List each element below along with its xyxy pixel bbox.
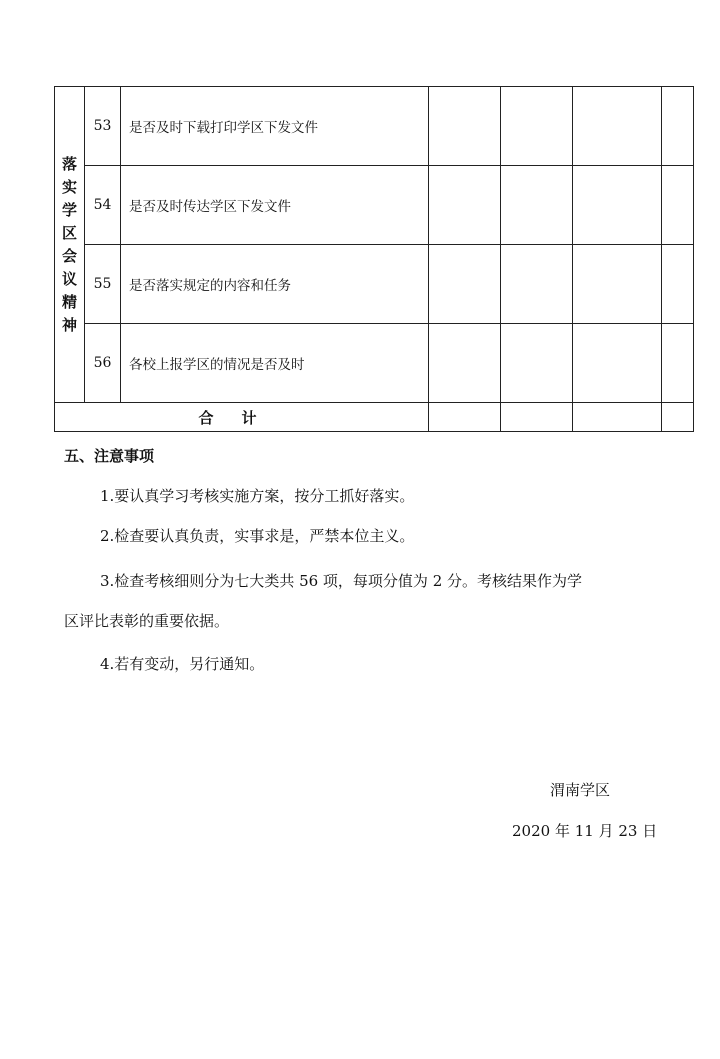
score-cell (429, 166, 501, 245)
note-item: 4.若有变动，另行通知。 (100, 655, 265, 673)
score-cell (662, 245, 694, 324)
category-cell: 落 实 学 区 会 议 精 神 (55, 87, 85, 403)
score-cell (429, 87, 501, 166)
item-text: 是否及时传达学区下发文件 (121, 166, 429, 245)
assessment-table (54, 86, 694, 432)
note-item: 3.检查考核细则分为七大类共 56 项，每项分值为 2 分。考核结果作为学 (100, 572, 583, 590)
item-text: 是否及时下载打印学区下发文件 (121, 87, 429, 166)
issue-date: 2020 年 11 月 23 日 (512, 822, 658, 840)
score-cell (662, 87, 694, 166)
score-cell (501, 166, 573, 245)
note-item: 2.检查要认真负责，实事求是，严禁本位主义。 (100, 527, 415, 545)
note-item: 1.要认真学习考核实施方案，按分工抓好落实。 (100, 487, 415, 505)
score-cell (501, 324, 573, 403)
table-row (55, 166, 694, 245)
note-item-continued: 区评比表彰的重要依据。 (64, 612, 230, 630)
score-cell (573, 166, 662, 245)
section-title: 五、注意事项 (64, 447, 155, 465)
item-text: 是否落实规定的内容和任务 (121, 245, 429, 324)
total-label: 合计 (55, 403, 429, 432)
score-cell (501, 403, 573, 432)
score-cell (429, 324, 501, 403)
table-row (55, 324, 694, 403)
score-cell (662, 403, 694, 432)
score-cell (662, 166, 694, 245)
item-number: 54 (85, 166, 121, 245)
issuing-organization: 渭南学区 (550, 781, 611, 799)
table-row (55, 245, 694, 324)
score-cell (501, 245, 573, 324)
table-row (55, 87, 694, 166)
item-number: 53 (85, 87, 121, 166)
item-text: 各校上报学区的情况是否及时 (121, 324, 429, 403)
score-cell (501, 87, 573, 166)
score-cell (573, 245, 662, 324)
score-cell (573, 403, 662, 432)
item-number: 56 (85, 324, 121, 403)
score-cell (662, 324, 694, 403)
score-cell (573, 87, 662, 166)
score-cell (429, 403, 501, 432)
total-row (55, 403, 694, 432)
score-cell (429, 245, 501, 324)
item-number: 55 (85, 245, 121, 324)
score-cell (573, 324, 662, 403)
